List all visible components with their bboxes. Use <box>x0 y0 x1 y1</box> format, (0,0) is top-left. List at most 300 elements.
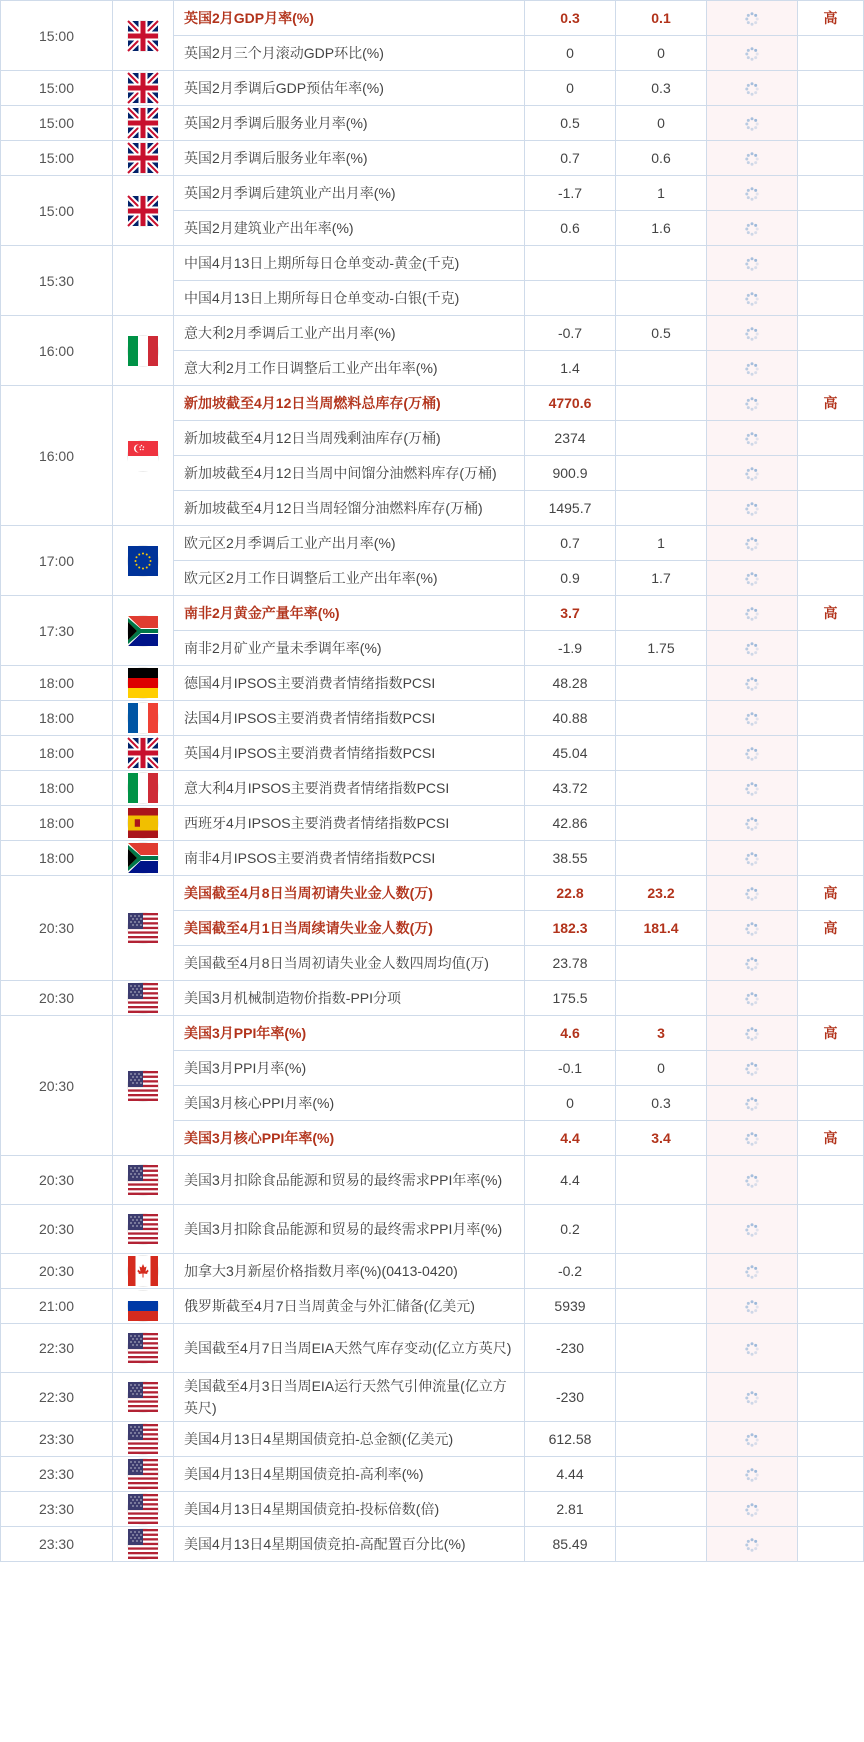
previous-value: 0 <box>525 71 616 106</box>
importance-label <box>798 806 864 841</box>
calendar-body <box>1 1 864 1562</box>
indicator-name[interactable]: 美国3月核心PPI年率(%) <box>174 1121 525 1156</box>
importance-label: 高 <box>798 1121 864 1156</box>
published-value-cell <box>707 596 798 631</box>
italy-flag-icon <box>128 773 158 803</box>
forecast-value <box>616 1492 707 1527</box>
forecast-value <box>616 421 707 456</box>
release-time: 22:30 <box>1 1324 113 1373</box>
indicator-name[interactable]: 新加坡截至4月12日当周中间馏分油燃料库存(万桶) <box>174 456 525 491</box>
loading-spinner-icon <box>744 816 760 832</box>
indicator-name[interactable]: 英国4月IPSOS主要消费者情绪指数PCSI <box>174 736 525 771</box>
country-flag-cell <box>113 771 174 806</box>
published-value-cell <box>707 1156 798 1205</box>
importance-label: 高 <box>798 596 864 631</box>
calendar-row[interactable] <box>1 666 864 701</box>
forecast-value <box>616 701 707 736</box>
forecast-value: 0.3 <box>616 1086 707 1121</box>
country-flag-cell <box>113 1492 174 1527</box>
indicator-name[interactable]: 俄罗斯截至4月7日当周黄金与外汇储备(亿美元) <box>174 1289 525 1324</box>
forecast-value <box>616 1156 707 1205</box>
forecast-value <box>616 1205 707 1254</box>
previous-value: 4.4 <box>525 1121 616 1156</box>
published-value-cell <box>707 561 798 596</box>
previous-value: -230 <box>525 1324 616 1373</box>
us-flag-icon <box>128 1165 158 1195</box>
indicator-name[interactable]: 德国4月IPSOS主要消费者情绪指数PCSI <box>174 666 525 701</box>
forecast-value <box>616 386 707 421</box>
italy-flag-icon <box>128 336 158 366</box>
country-flag-cell <box>113 1156 174 1205</box>
indicator-name[interactable]: 美国截至4月8日当周初请失业金人数四周均值(万) <box>174 946 525 981</box>
release-time: 21:00 <box>1 1289 113 1324</box>
release-time: 15:00 <box>1 1 113 71</box>
published-value-cell <box>707 456 798 491</box>
importance-label <box>798 946 864 981</box>
importance-label <box>798 456 864 491</box>
importance-label: 高 <box>798 911 864 946</box>
indicator-name[interactable]: 西班牙4月IPSOS主要消费者情绪指数PCSI <box>174 806 525 841</box>
indicator-name[interactable]: 英国2月季调后建筑业产出月率(%) <box>174 176 525 211</box>
calendar-row[interactable] <box>1 176 864 211</box>
calendar-row[interactable] <box>1 1373 864 1422</box>
indicator-name[interactable]: 美国3月核心PPI月率(%) <box>174 1086 525 1121</box>
indicator-name[interactable]: 美国截至4月3日当周EIA运行天然气引伸流量(亿立方英尺) <box>174 1373 525 1422</box>
published-value-cell <box>707 421 798 456</box>
forecast-value <box>616 771 707 806</box>
release-time: 18:00 <box>1 736 113 771</box>
release-time: 18:00 <box>1 841 113 876</box>
published-value-cell <box>707 946 798 981</box>
importance-label <box>798 1289 864 1324</box>
us-flag-icon <box>128 913 158 943</box>
us-flag-icon <box>128 1494 158 1524</box>
published-value-cell <box>707 1324 798 1373</box>
calendar-row[interactable] <box>1 71 864 106</box>
published-value-cell <box>707 1422 798 1457</box>
importance-label <box>798 491 864 526</box>
loading-spinner-icon <box>744 1264 760 1280</box>
calendar-row[interactable] <box>1 106 864 141</box>
previous-value: -230 <box>525 1373 616 1422</box>
us-flag-icon <box>128 1459 158 1489</box>
importance-label <box>798 71 864 106</box>
country-flag-cell <box>113 806 174 841</box>
indicator-name[interactable]: 法国4月IPSOS主要消费者情绪指数PCSI <box>174 701 525 736</box>
loading-spinner-icon <box>744 781 760 797</box>
published-value-cell <box>707 736 798 771</box>
previous-value: 0 <box>525 36 616 71</box>
calendar-row[interactable] <box>1 596 864 631</box>
release-time: 15:00 <box>1 106 113 141</box>
canada-flag-icon <box>128 1256 158 1286</box>
published-value-cell <box>707 386 798 421</box>
importance-label <box>798 1254 864 1289</box>
loading-spinner-icon <box>744 676 760 692</box>
calendar-row[interactable] <box>1 1324 864 1373</box>
importance-label <box>798 1527 864 1562</box>
importance-label <box>798 1051 864 1086</box>
calendar-row[interactable] <box>1 981 864 1016</box>
importance-label <box>798 666 864 701</box>
indicator-name[interactable]: 美国截至4月7日当周EIA天然气库存变动(亿立方英尺) <box>174 1324 525 1373</box>
loading-spinner-icon <box>744 956 760 972</box>
forecast-value <box>616 1289 707 1324</box>
published-value-cell <box>707 1205 798 1254</box>
indicator-name[interactable]: 欧元区2月工作日调整后工业产出年率(%) <box>174 561 525 596</box>
indicator-name[interactable]: 欧元区2月季调后工业产出月率(%) <box>174 526 525 561</box>
country-flag-cell <box>113 1527 174 1562</box>
calendar-row[interactable] <box>1 1016 864 1051</box>
loading-spinner-icon <box>744 186 760 202</box>
uk-flag-icon <box>128 73 158 103</box>
published-value-cell <box>707 1 798 36</box>
published-value-cell <box>707 631 798 666</box>
indicator-name[interactable]: 美国截至4月1日当周续请失业金人数(万) <box>174 911 525 946</box>
previous-value: 0.7 <box>525 141 616 176</box>
forecast-value <box>616 1324 707 1373</box>
forecast-value <box>616 281 707 316</box>
calendar-row[interactable] <box>1 771 864 806</box>
forecast-value: 0 <box>616 106 707 141</box>
forecast-value <box>616 351 707 386</box>
published-value-cell <box>707 351 798 386</box>
previous-value: 182.3 <box>525 911 616 946</box>
previous-value: 3.7 <box>525 596 616 631</box>
indicator-name[interactable]: 美国3月机械制造物价指数-PPI分项 <box>174 981 525 1016</box>
loading-spinner-icon <box>744 571 760 587</box>
country-flag-cell <box>113 701 174 736</box>
loading-spinner-icon <box>744 396 760 412</box>
forecast-value <box>616 1457 707 1492</box>
country-flag-cell <box>113 876 174 981</box>
loading-spinner-icon <box>744 431 760 447</box>
country-flag-cell <box>113 526 174 596</box>
importance-label <box>798 211 864 246</box>
calendar-row[interactable] <box>1 316 864 351</box>
loading-spinner-icon <box>744 1131 760 1147</box>
calendar-row[interactable] <box>1 1527 864 1562</box>
indicator-name[interactable]: 美国4月13日4星期国债竞拍-总金额(亿美元) <box>174 1422 525 1457</box>
forecast-value <box>616 1373 707 1422</box>
loading-spinner-icon <box>744 291 760 307</box>
previous-value: 4770.6 <box>525 386 616 421</box>
country-flag-cell <box>113 1254 174 1289</box>
loading-spinner-icon <box>744 886 760 902</box>
forecast-value: 1 <box>616 176 707 211</box>
south-africa-flag-icon <box>128 843 158 873</box>
previous-value: 43.72 <box>525 771 616 806</box>
indicator-name[interactable]: 美国3月扣除食品能源和贸易的最终需求PPI年率(%) <box>174 1156 525 1205</box>
loading-spinner-icon <box>744 851 760 867</box>
previous-value: 0.5 <box>525 106 616 141</box>
country-flag-cell <box>113 736 174 771</box>
importance-label <box>798 106 864 141</box>
calendar-row[interactable] <box>1 736 864 771</box>
importance-label <box>798 1205 864 1254</box>
previous-value: 2374 <box>525 421 616 456</box>
importance-label <box>798 36 864 71</box>
calendar-row[interactable] <box>1 1 864 36</box>
published-value-cell <box>707 1121 798 1156</box>
indicator-name[interactable]: 意大利2月工作日调整后工业产出年率(%) <box>174 351 525 386</box>
loading-spinner-icon <box>744 221 760 237</box>
uk-flag-icon <box>128 108 158 138</box>
country-flag-cell <box>113 246 174 316</box>
importance-label <box>798 141 864 176</box>
forecast-value <box>616 1254 707 1289</box>
loading-spinner-icon <box>744 1467 760 1483</box>
previous-value: 38.55 <box>525 841 616 876</box>
indicator-name[interactable]: 新加坡截至4月12日当周燃料总库存(万桶) <box>174 386 525 421</box>
us-flag-icon <box>128 983 158 1013</box>
forecast-value: 3 <box>616 1016 707 1051</box>
previous-value: 4.44 <box>525 1457 616 1492</box>
importance-label <box>798 1492 864 1527</box>
importance-label: 高 <box>798 876 864 911</box>
published-value-cell <box>707 36 798 71</box>
release-time: 20:30 <box>1 1016 113 1156</box>
previous-value: 0.7 <box>525 526 616 561</box>
importance-label <box>798 981 864 1016</box>
uk-flag-icon <box>128 196 158 226</box>
forecast-value: 0 <box>616 1051 707 1086</box>
calendar-row[interactable] <box>1 701 864 736</box>
importance-label <box>798 1324 864 1373</box>
indicator-name[interactable]: 英国2月GDP月率(%) <box>174 1 525 36</box>
importance-label <box>798 526 864 561</box>
calendar-row[interactable] <box>1 1254 864 1289</box>
previous-value: -0.1 <box>525 1051 616 1086</box>
country-flag-cell <box>113 1205 174 1254</box>
loading-spinner-icon <box>744 746 760 762</box>
forecast-value: 0 <box>616 36 707 71</box>
previous-value: 4.4 <box>525 1156 616 1205</box>
importance-label <box>798 841 864 876</box>
published-value-cell <box>707 1457 798 1492</box>
france-flag-icon <box>128 703 158 733</box>
country-flag-cell <box>113 1324 174 1373</box>
previous-value: 22.8 <box>525 876 616 911</box>
published-value-cell <box>707 1051 798 1086</box>
indicator-name[interactable]: 美国4月13日4星期国债竞拍-投标倍数(倍) <box>174 1492 525 1527</box>
russia-flag-icon <box>128 1291 158 1321</box>
importance-label <box>798 176 864 211</box>
release-time: 20:30 <box>1 1156 113 1205</box>
release-time: 20:30 <box>1 876 113 981</box>
importance-label <box>798 246 864 281</box>
forecast-value: 1.75 <box>616 631 707 666</box>
calendar-row[interactable] <box>1 526 864 561</box>
loading-spinner-icon <box>744 256 760 272</box>
calendar-row[interactable] <box>1 1205 864 1254</box>
previous-value: 0 <box>525 1086 616 1121</box>
loading-spinner-icon <box>744 46 760 62</box>
calendar-row[interactable] <box>1 1422 864 1457</box>
indicator-name[interactable]: 中国4月13日上期所每日仓单变动-黄金(千克) <box>174 246 525 281</box>
loading-spinner-icon <box>744 81 760 97</box>
forecast-value: 3.4 <box>616 1121 707 1156</box>
spain-flag-icon <box>128 808 158 838</box>
country-flag-cell <box>113 386 174 526</box>
forecast-value: 0.3 <box>616 71 707 106</box>
release-time: 17:30 <box>1 596 113 666</box>
importance-label <box>798 281 864 316</box>
forecast-value <box>616 1527 707 1562</box>
importance-label <box>798 771 864 806</box>
indicator-name[interactable]: 美国3月PPI年率(%) <box>174 1016 525 1051</box>
indicator-name[interactable]: 新加坡截至4月12日当周残剩油库存(万桶) <box>174 421 525 456</box>
indicator-name[interactable]: 英国2月季调后服务业月率(%) <box>174 106 525 141</box>
published-value-cell <box>707 1254 798 1289</box>
forecast-value <box>616 841 707 876</box>
calendar-row[interactable] <box>1 1457 864 1492</box>
release-time: 23:30 <box>1 1492 113 1527</box>
previous-value <box>525 246 616 281</box>
release-time: 23:30 <box>1 1457 113 1492</box>
forecast-value <box>616 666 707 701</box>
calendar-row[interactable] <box>1 246 864 281</box>
published-value-cell <box>707 841 798 876</box>
uk-flag-icon <box>128 143 158 173</box>
previous-value: -0.7 <box>525 316 616 351</box>
published-value-cell <box>707 491 798 526</box>
release-time: 23:30 <box>1 1422 113 1457</box>
previous-value: 900.9 <box>525 456 616 491</box>
us-flag-icon <box>128 1333 158 1363</box>
indicator-name[interactable]: 意大利2月季调后工业产出月率(%) <box>174 316 525 351</box>
country-flag-cell <box>113 1016 174 1156</box>
indicator-name[interactable]: 意大利4月IPSOS主要消费者情绪指数PCSI <box>174 771 525 806</box>
loading-spinner-icon <box>744 711 760 727</box>
published-value-cell <box>707 771 798 806</box>
calendar-row[interactable] <box>1 841 864 876</box>
previous-value: 2.81 <box>525 1492 616 1527</box>
loading-spinner-icon <box>744 151 760 167</box>
calendar-row[interactable] <box>1 1156 864 1205</box>
indicator-name[interactable]: 美国4月13日4星期国债竞拍-高配置百分比(%) <box>174 1527 525 1562</box>
indicator-name[interactable]: 南非4月IPSOS主要消费者情绪指数PCSI <box>174 841 525 876</box>
forecast-value: 23.2 <box>616 876 707 911</box>
loading-spinner-icon <box>744 921 760 937</box>
loading-spinner-icon <box>744 326 760 342</box>
loading-spinner-icon <box>744 1173 760 1189</box>
previous-value: -1.7 <box>525 176 616 211</box>
published-value-cell <box>707 981 798 1016</box>
country-flag-cell <box>113 106 174 141</box>
indicator-name[interactable]: 新加坡截至4月12日当周轻馏分油燃料库存(万桶) <box>174 491 525 526</box>
release-time: 18:00 <box>1 806 113 841</box>
country-flag-cell <box>113 141 174 176</box>
published-value-cell <box>707 281 798 316</box>
indicator-name[interactable]: 美国截至4月8日当周初请失业金人数(万) <box>174 876 525 911</box>
indicator-name[interactable]: 英国2月季调后GDP预估年率(%) <box>174 71 525 106</box>
loading-spinner-icon <box>744 1502 760 1518</box>
previous-value: 612.58 <box>525 1422 616 1457</box>
forecast-value: 1.7 <box>616 561 707 596</box>
indicator-name[interactable]: 英国2月建筑业产出年率(%) <box>174 211 525 246</box>
published-value-cell <box>707 876 798 911</box>
previous-value <box>525 281 616 316</box>
release-time: 18:00 <box>1 701 113 736</box>
calendar-row[interactable] <box>1 141 864 176</box>
previous-value: 48.28 <box>525 666 616 701</box>
loading-spinner-icon <box>744 1061 760 1077</box>
importance-label <box>798 1422 864 1457</box>
indicator-name[interactable]: 美国3月扣除食品能源和贸易的最终需求PPI月率(%) <box>174 1205 525 1254</box>
published-value-cell <box>707 176 798 211</box>
indicator-name[interactable]: 英国2月三个月滚动GDP环比(%) <box>174 36 525 71</box>
loading-spinner-icon <box>744 1432 760 1448</box>
importance-label <box>798 1373 864 1422</box>
uk-flag-icon <box>128 738 158 768</box>
published-value-cell <box>707 141 798 176</box>
published-value-cell <box>707 911 798 946</box>
loading-spinner-icon <box>744 991 760 1007</box>
country-flag-cell <box>113 71 174 106</box>
country-flag-cell <box>113 841 174 876</box>
country-flag-cell <box>113 666 174 701</box>
published-value-cell <box>707 1289 798 1324</box>
published-value-cell <box>707 666 798 701</box>
published-value-cell <box>707 1086 798 1121</box>
us-flag-icon <box>128 1424 158 1454</box>
importance-label <box>798 1156 864 1205</box>
forecast-value <box>616 596 707 631</box>
calendar-row[interactable] <box>1 806 864 841</box>
loading-spinner-icon <box>744 536 760 552</box>
previous-value: 0.6 <box>525 211 616 246</box>
indicator-name[interactable]: 英国2月季调后服务业年率(%) <box>174 141 525 176</box>
calendar-row[interactable] <box>1 386 864 421</box>
calendar-row[interactable] <box>1 1289 864 1324</box>
previous-value: 4.6 <box>525 1016 616 1051</box>
loading-spinner-icon <box>744 1222 760 1238</box>
release-time: 16:00 <box>1 316 113 386</box>
release-time: 17:00 <box>1 526 113 596</box>
previous-value: 1.4 <box>525 351 616 386</box>
indicator-name[interactable]: 美国4月13日4星期国债竞拍-高利率(%) <box>174 1457 525 1492</box>
previous-value: 40.88 <box>525 701 616 736</box>
calendar-row[interactable] <box>1 876 864 911</box>
importance-label <box>798 421 864 456</box>
forecast-value <box>616 246 707 281</box>
indicator-name[interactable]: 中国4月13日上期所每日仓单变动-白银(千克) <box>174 281 525 316</box>
forecast-value <box>616 491 707 526</box>
indicator-name[interactable]: 南非2月黄金产量年率(%) <box>174 596 525 631</box>
published-value-cell <box>707 701 798 736</box>
us-flag-icon <box>128 1071 158 1101</box>
importance-label <box>798 736 864 771</box>
eu-flag-icon <box>128 546 158 576</box>
indicator-name[interactable]: 美国3月PPI月率(%) <box>174 1051 525 1086</box>
previous-value: 85.49 <box>525 1527 616 1562</box>
country-flag-cell <box>113 176 174 246</box>
published-value-cell <box>707 1373 798 1422</box>
indicator-name[interactable]: 南非2月矿业产量未季调年率(%) <box>174 631 525 666</box>
release-time: 18:00 <box>1 666 113 701</box>
published-value-cell <box>707 316 798 351</box>
release-time: 15:00 <box>1 176 113 246</box>
importance-label: 高 <box>798 1 864 36</box>
forecast-value <box>616 806 707 841</box>
calendar-row[interactable] <box>1 1492 864 1527</box>
published-value-cell <box>707 246 798 281</box>
release-time: 23:30 <box>1 1527 113 1562</box>
indicator-name[interactable]: 加拿大3月新屋价格指数月率(%)(0413-0420) <box>174 1254 525 1289</box>
us-flag-icon <box>128 1529 158 1559</box>
importance-label: 高 <box>798 1016 864 1051</box>
